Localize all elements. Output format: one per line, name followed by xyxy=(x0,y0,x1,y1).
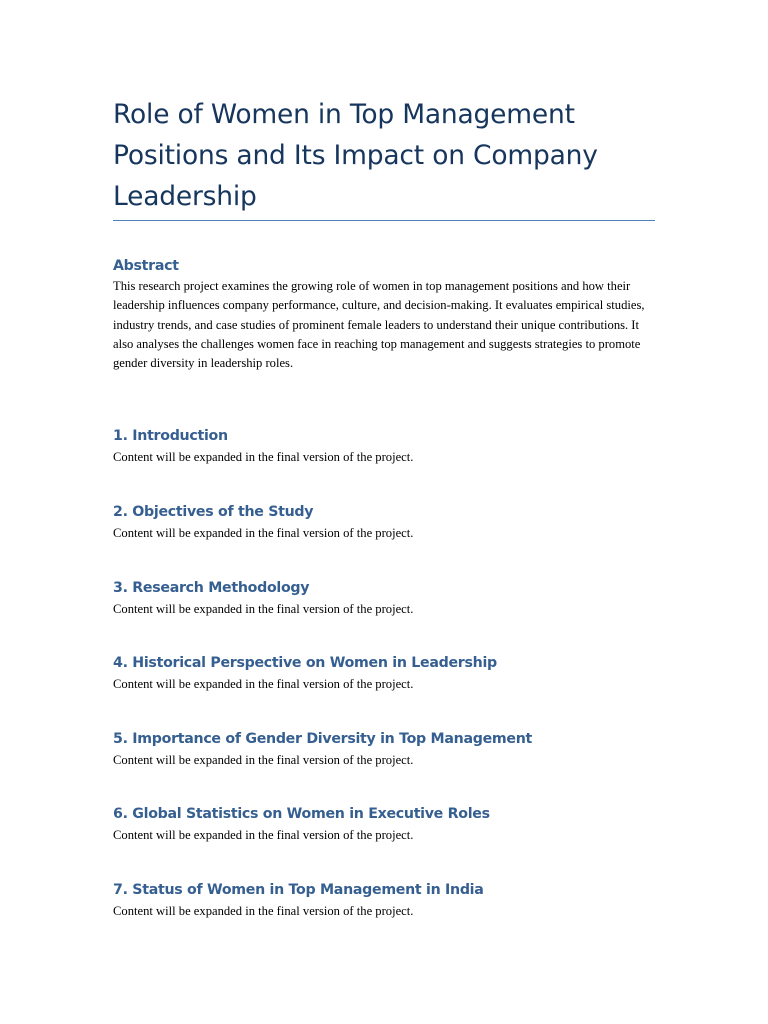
section-text: Content will be expanded in the final version of the project. xyxy=(113,450,414,464)
section-historical-perspective xyxy=(113,652,655,694)
section-heading: 3. Research Methodology xyxy=(113,580,310,596)
section-text: Content will be expanded in the final version of the project. xyxy=(113,526,414,540)
abstract-section xyxy=(113,255,655,373)
section-heading: 4. Historical Perspective on Women in Leadership xyxy=(113,655,497,671)
section-text: Content will be expanded in the final version of the project. xyxy=(113,602,414,616)
abstract-heading: Abstract xyxy=(113,258,179,274)
section-text: Content will be expanded in the final version of the project. xyxy=(113,904,414,918)
section-text: Content will be expanded in the final version of the project. xyxy=(113,828,414,842)
section-text: Content will be expanded in the final version of the project. xyxy=(113,677,414,691)
section-global-statistics xyxy=(113,803,655,845)
section-gender-diversity xyxy=(113,728,655,770)
section-methodology xyxy=(113,577,655,619)
section-heading: 6. Global Statistics on Women in Executive Roles xyxy=(113,806,490,822)
section-heading: 7. Status of Women in Top Management in India xyxy=(113,882,484,898)
title-underline xyxy=(113,220,655,221)
section-text: Content will be expanded in the final version of the project. xyxy=(113,753,414,767)
abstract-text: This research project examines the growing role of women in top management positions and how their leadership influences company performance, culture, and decision-making. It evaluates empirical studies, industry trends, and case studies of prominent female leaders to understand their unique contributions. It also analyses the challenges women face in reaching top management and suggests strategies to promote gender diversity in leadership roles. xyxy=(113,279,645,371)
section-heading: 1. Introduction xyxy=(113,428,228,444)
document-title: Role of Women in Top Management Positions and Its Impact on Company Leadership xyxy=(113,99,598,212)
section-objectives xyxy=(113,501,655,543)
section-heading: 2. Objectives of the Study xyxy=(113,504,314,520)
section-introduction xyxy=(113,425,655,467)
section-heading: 5. Importance of Gender Diversity in Top Management xyxy=(113,731,532,747)
section-status-india xyxy=(113,879,655,921)
